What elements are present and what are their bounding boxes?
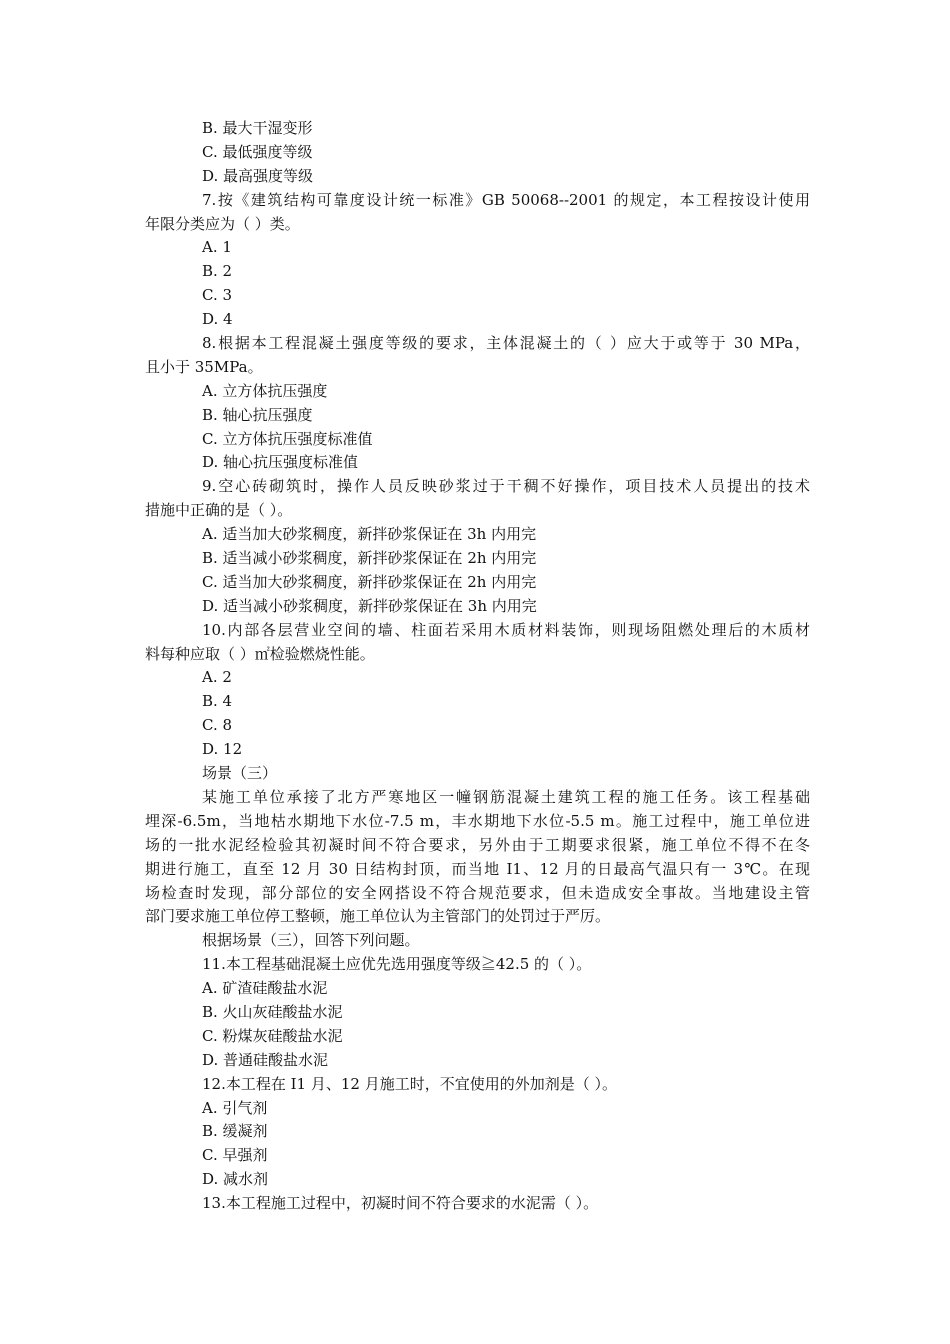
answer-option-line: C. 最低强度等级 xyxy=(202,142,313,161)
text-line: 场检查时发现，部分部位的安全网搭设不符合规范要求，但未造成安全事故。当地建设主管 xyxy=(145,883,810,902)
text-line: 13.本工程施工过程中，初凝时间不符合要求的水泥需（ ）。 xyxy=(202,1194,599,1213)
answer-option-line: A. 引气剂 xyxy=(202,1098,268,1117)
answer-option-line: B. 火山灰硅酸盐水泥 xyxy=(202,1002,343,1021)
answer-option-line: C. 适当加大砂浆稠度，新拌砂浆保证在 2h 内用完 xyxy=(202,572,537,591)
answer-option-line: D. 减水剂 xyxy=(202,1170,269,1189)
answer-option-line: B. 4 xyxy=(202,692,233,711)
answer-option-line: D. 适当减小砂浆稠度，新拌砂浆保证在 3h 内用完 xyxy=(202,596,537,615)
answer-option-line: C. 立方体抗压强度标准值 xyxy=(202,429,373,448)
text-line: 期进行施工，直至 12 月 30 日结构封顶，而当地 I1、12 月的日最高气温只有一 3℃。在现 xyxy=(145,859,810,878)
answer-option-line: A. 1 xyxy=(202,238,232,257)
answer-option-line: C. 3 xyxy=(202,286,233,305)
answer-option-line: A. 立方体抗压强度 xyxy=(202,381,328,400)
answer-option-line: B. 2 xyxy=(202,262,233,281)
answer-option-line: B. 缓凝剂 xyxy=(202,1122,268,1141)
text-line: 8.根据本工程混凝土强度等级的要求，主体混凝土的（ ）应大于或等于 30 MPa， xyxy=(202,334,810,353)
text-line: 料每种应取（ ）㎡检验燃烧性能。 xyxy=(145,644,375,663)
text-line: 9.空心砖砌筑时，操作人员反映砂浆过于干稠不好操作，项目技术人员提出的技术 xyxy=(202,477,810,496)
answer-option-line: B. 轴心抗压强度 xyxy=(202,405,313,424)
text-line: 根据场景（三），回答下列问题。 xyxy=(202,931,420,950)
answer-option-line: C. 早强剂 xyxy=(202,1146,268,1165)
answer-option-line: D. 最高强度等级 xyxy=(202,166,314,185)
answer-option-line: B. 最大干湿变形 xyxy=(202,119,313,137)
document-body xyxy=(145,117,810,1216)
answer-option-line: D. 普通硅酸盐水泥 xyxy=(202,1050,329,1069)
answer-option-line: D. 轴心抗压强度标准值 xyxy=(202,453,359,472)
text-line: 场的一批水泥经检验其初凝时间不符合要求，另外由于工期要求很紧，施工单位不得不在冬 xyxy=(145,835,810,854)
text-line: 部门要求施工单位停工整顿，施工单位认为主管部门的处罚过于严厉。 xyxy=(145,907,611,926)
text-line: 埋深-6.5m，当地枯水期地下水位-7.5 m，丰水期地下水位-5.5 m。施工过程中，施工单位进 xyxy=(145,811,810,830)
text-line: 12.本工程在 I1 月、12 月施工时，不宜使用的外加剂是（ ）。 xyxy=(202,1074,617,1093)
text-line: 某施工单位承接了北方严寒地区一幢钢筋混凝土建筑工程的施工任务。该工程基础 xyxy=(202,787,810,806)
answer-option-line: A. 矿渣硅酸盐水泥 xyxy=(202,979,328,998)
text-line: 年限分类应为（ ）类。 xyxy=(145,214,300,233)
text-line: 场景（三） xyxy=(202,764,278,783)
text-line: 且小于 35MPa。 xyxy=(145,357,263,376)
answer-option-line: C. 8 xyxy=(202,716,233,735)
answer-option-line: B. 适当减小砂浆稠度，新拌砂浆保证在 2h 内用完 xyxy=(202,549,537,568)
text-line: 11.本工程基础混凝土应优先选用强度等级≧42.5 的（ ）。 xyxy=(202,955,592,974)
text-line: 措施中正确的是（ ）。 xyxy=(145,501,293,520)
answer-option-line: A. 适当加大砂浆稠度，新拌砂浆保证在 3h 内用完 xyxy=(202,525,537,544)
text-line: 10.内部各层营业空间的墙、柱面若采用木质材料装饰，则现场阻燃处理后的木质材 xyxy=(202,620,810,639)
answer-option-line: D. 12 xyxy=(202,740,243,759)
answer-option-line: A. 2 xyxy=(202,668,232,687)
text-line: 7.按《建筑结构可靠度设计统一标准》GB 50068--2001 的规定，本工程按设计使用 xyxy=(202,190,810,209)
answer-option-line: C. 粉煤灰硅酸盐水泥 xyxy=(202,1026,343,1045)
answer-option-line: D. 4 xyxy=(202,310,233,329)
